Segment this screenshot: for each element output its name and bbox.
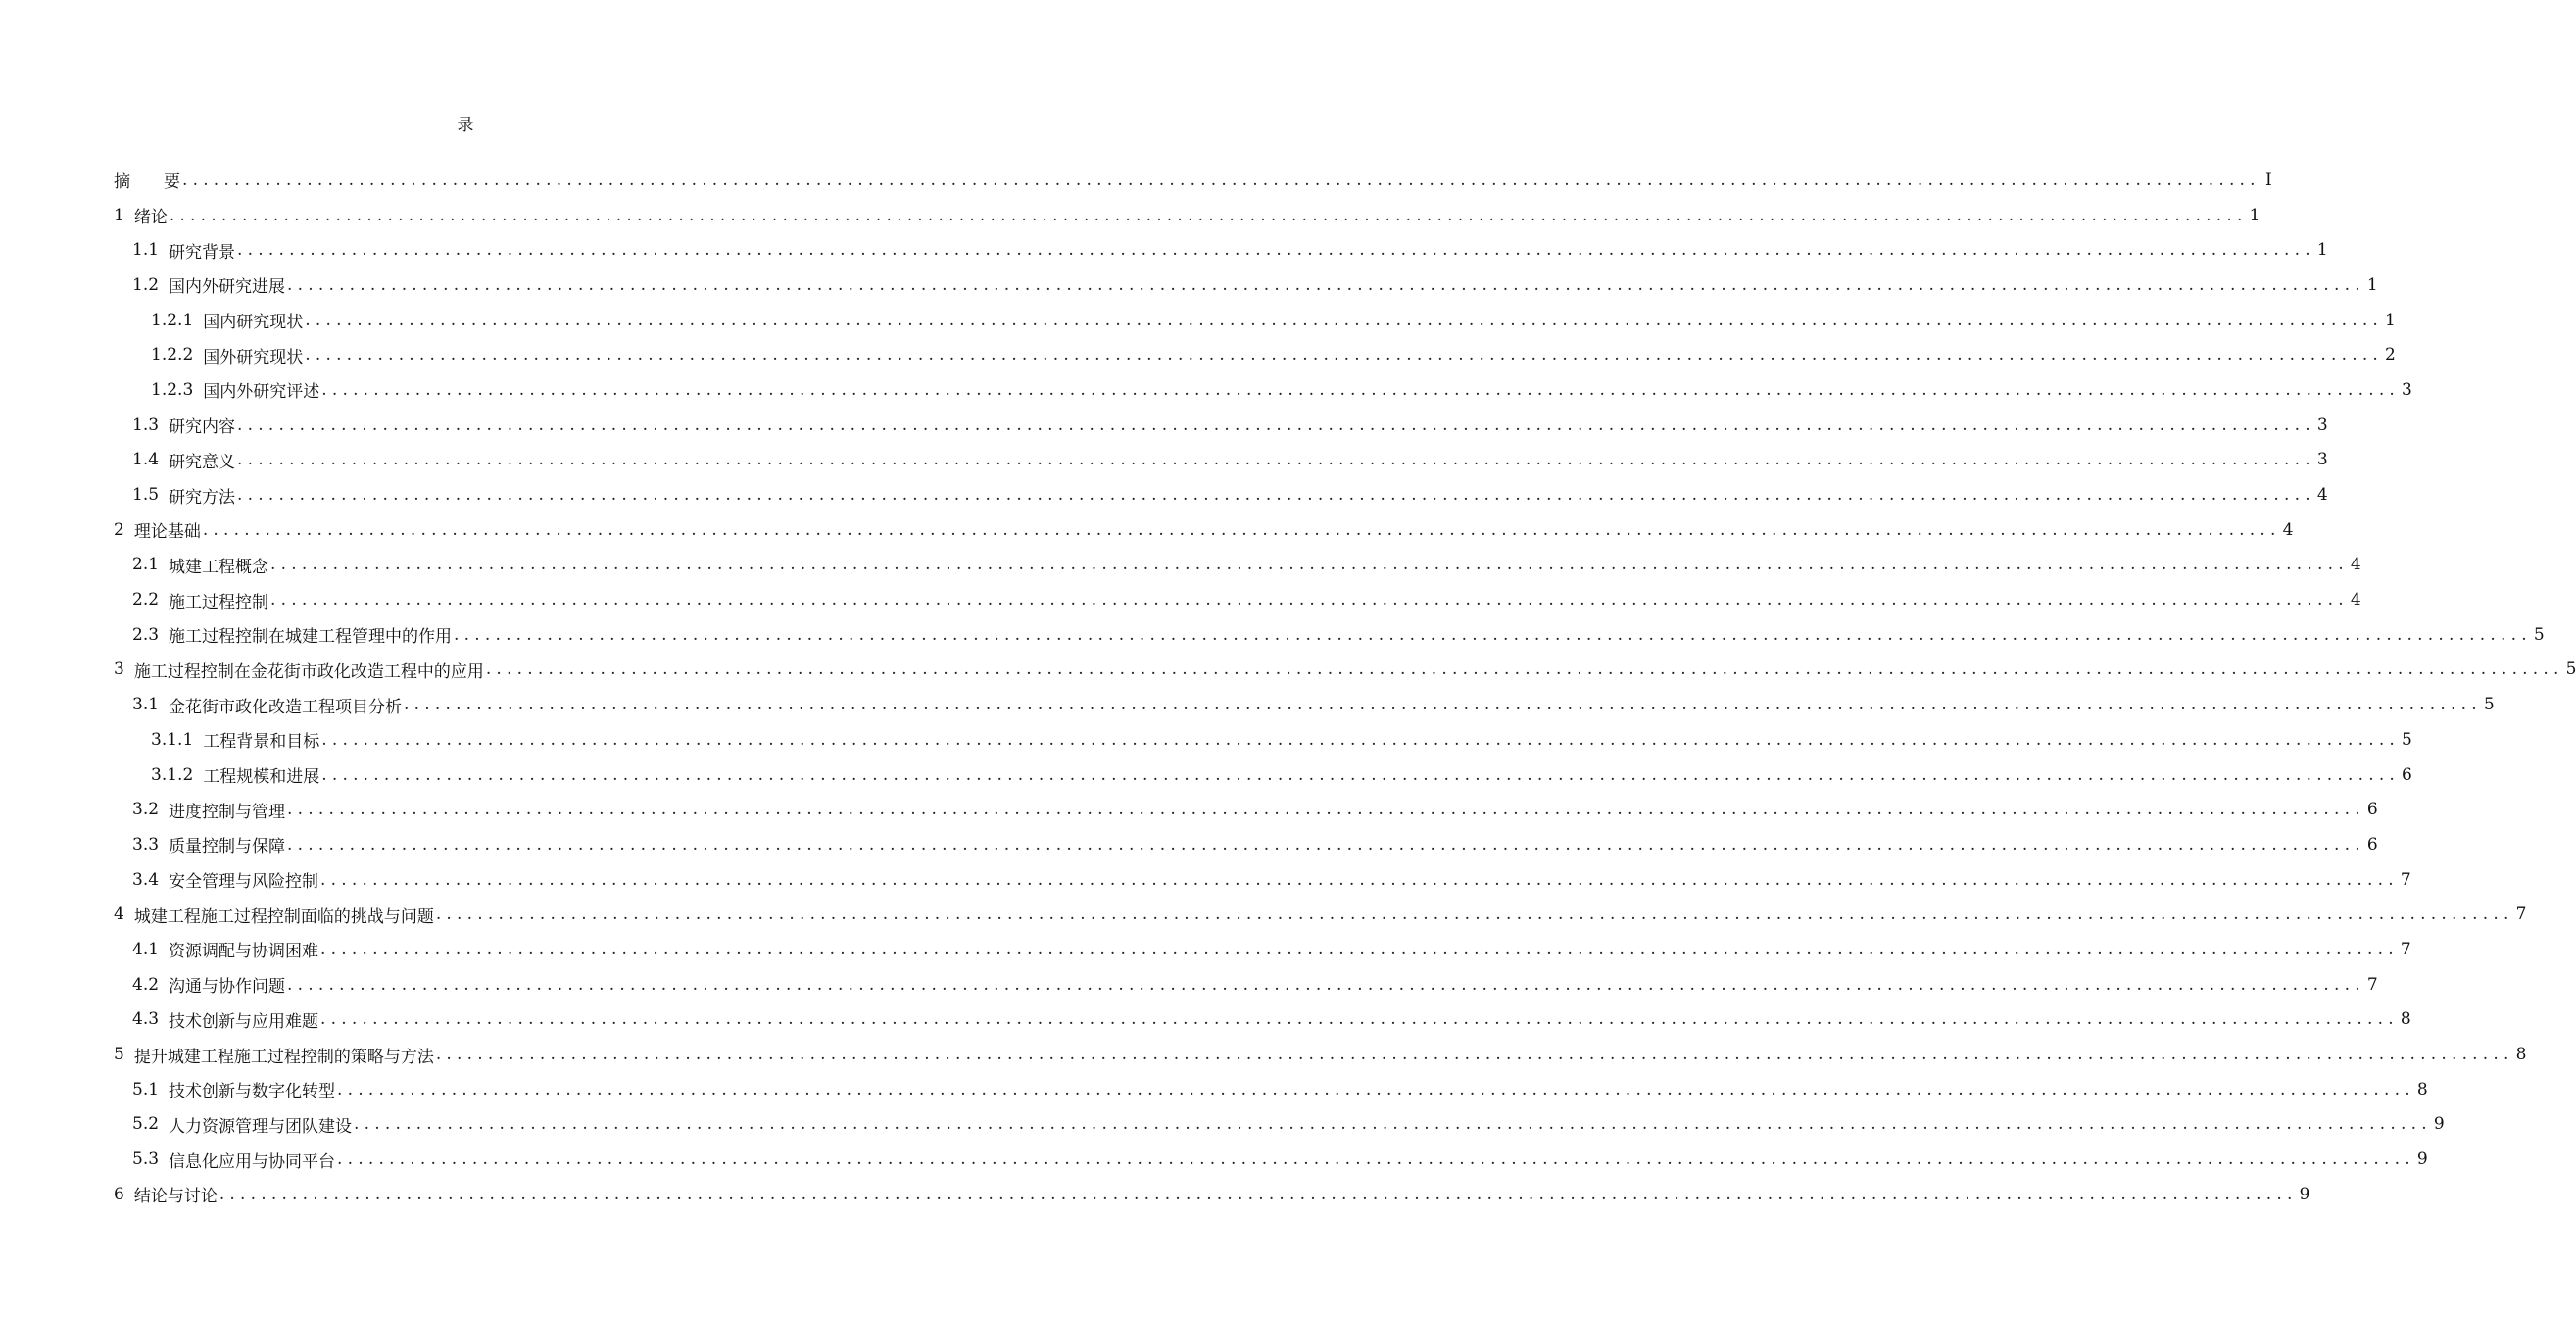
toc-entry[interactable]: [114, 653, 2576, 688]
toc-entry-page-number: 5: [2483, 695, 2495, 715]
toc-entry-number: 3: [114, 659, 124, 680]
toc-entry-page-number: 6: [2402, 764, 2412, 785]
toc-entry-number: 1.2.2: [151, 345, 194, 366]
toc-entry-page-number: 6: [2366, 800, 2378, 820]
toc-entry-title: 金花街市政化改造工程项目分析: [169, 697, 403, 717]
toc-entry-page-number: 8: [2400, 1009, 2411, 1030]
toc-entry[interactable]: [114, 337, 2396, 372]
toc-entry[interactable]: [114, 548, 2361, 583]
toc-entry-title: 研究意义: [169, 452, 236, 472]
toc-entry-title: 研究背景: [169, 242, 236, 263]
toc-dot-leader: ........................................................................................................................................................................................................: [321, 729, 2401, 750]
toc-entry-number: 2.1: [132, 555, 160, 575]
toc-entry[interactable]: [114, 1072, 2428, 1107]
toc-entry-page-number: 4: [2282, 519, 2294, 540]
toc-dot-leader: ........................................................................................................................................................................................................: [287, 800, 2365, 820]
toc-list: [114, 163, 2576, 1212]
toc-entry-title: 绪论: [133, 208, 168, 228]
toc-entry-page-number: 7: [2400, 939, 2411, 959]
toc-entry[interactable]: [114, 792, 2378, 827]
toc-entry[interactable]: [114, 198, 2260, 233]
toc-dot-leader: ........................................................................................................................................................................................................: [485, 659, 2564, 680]
toc-entry-title: 结论与讨论: [133, 1187, 218, 1207]
toc-entry-title: 安全管理与风险控制: [169, 872, 319, 893]
toc-entry[interactable]: [114, 1002, 2411, 1038]
toc-entry-title: 信息化应用与协同平台: [169, 1151, 336, 1172]
toc-entry-number: 1.5: [132, 485, 160, 506]
toc-entry-title: 国内外研究评述: [203, 382, 320, 403]
toc-dot-leader: ........................................................................................................................................................................................................: [237, 485, 2315, 506]
toc-entry-title: 提升城建工程施工过程控制的策略与方法: [133, 1047, 434, 1067]
toc-entry[interactable]: [114, 1037, 2527, 1072]
toc-title: 录: [457, 116, 474, 135]
toc-entry-title: 技术创新与应用难题: [169, 1011, 319, 1032]
toc-entry-number: 3.2: [132, 800, 160, 820]
toc-entry-title: 资源调配与协调困难: [169, 942, 319, 962]
toc-entry-page-number: 3: [2316, 450, 2328, 470]
toc-entry[interactable]: [114, 303, 2396, 338]
toc-dot-leader: ........................................................................................................................................................................................................: [287, 834, 2365, 854]
toc-entry-title: 研究方法: [169, 487, 236, 508]
toc-entry-number: 6: [114, 1184, 124, 1204]
toc-entry-page-number: 1: [2249, 205, 2260, 225]
toc-entry-page-number: 4: [2350, 590, 2361, 610]
toc-entry-title: 施工过程控制在城建工程管理中的作用: [169, 627, 453, 648]
toc-entry[interactable]: [114, 827, 2378, 862]
toc-entry-page-number: 9: [2433, 1114, 2445, 1135]
toc-entry[interactable]: [114, 163, 2272, 198]
toc-entry-page-number: 5: [2565, 659, 2576, 680]
toc-entry[interactable]: [114, 617, 2545, 653]
toc-entry-number: 1.2: [132, 274, 160, 295]
toc-entry-page-number: 8: [2416, 1079, 2428, 1099]
toc-entry-page-number: 7: [2400, 869, 2411, 890]
toc-dot-leader: ........................................................................................................................................................................................................: [182, 170, 2260, 190]
toc-dot-leader: ........................................................................................................................................................................................................: [287, 974, 2365, 995]
toc-entry-title: 国内研究现状: [203, 313, 304, 333]
toc-entry-page-number: 3: [2316, 415, 2328, 435]
toc-entry-page-number: I: [2265, 170, 2272, 190]
toc-entry[interactable]: [114, 722, 2412, 757]
toc-entry-number: 5.3: [132, 1149, 160, 1170]
toc-dot-leader: ........................................................................................................................................................................................................: [287, 274, 2365, 295]
toc-dot-leader: ........................................................................................................................................................................................................: [337, 1149, 2415, 1170]
toc-entry-number: 4.1: [132, 939, 160, 959]
toc-entry-number: 5.1: [132, 1079, 160, 1099]
toc-entry-number: 1.1: [132, 240, 160, 261]
toc-entry-title: 国内外研究进展: [169, 277, 286, 298]
toc-entry[interactable]: [114, 932, 2411, 967]
toc-entry[interactable]: [114, 687, 2495, 722]
toc-dot-leader: ........................................................................................................................................................................................................: [169, 205, 2248, 225]
toc-dot-leader: ........................................................................................................................................................................................................: [435, 904, 2514, 925]
toc-entry[interactable]: [114, 582, 2361, 617]
toc-dot-leader: ........................................................................................................................................................................................................: [321, 764, 2401, 785]
toc-entry-page-number: 9: [2416, 1149, 2428, 1170]
toc-entry-number: 1.3: [132, 415, 160, 435]
toc-entry-number: 2.2: [132, 590, 160, 610]
toc-entry-page-number: 5: [2402, 729, 2412, 750]
toc-entry-number: 3.1.1: [151, 729, 194, 750]
toc-entry-title: 质量控制与保障: [169, 837, 286, 857]
toc-dot-leader: ........................................................................................................................................................................................................: [237, 240, 2315, 261]
toc-entry-page-number: 2: [2385, 345, 2396, 366]
toc-dot-leader: ........................................................................................................................................................................................................: [237, 415, 2315, 435]
toc-entry-title: 进度控制与管理: [169, 802, 286, 822]
toc-entry-title: 人力资源管理与团队建设: [169, 1116, 353, 1137]
toc-entry[interactable]: [114, 1107, 2445, 1143]
toc-entry-number: 1.2.3: [151, 379, 194, 400]
toc-entry[interactable]: [114, 862, 2411, 898]
toc-dot-leader: ........................................................................................................................................................................................................: [305, 345, 2384, 366]
toc-dot-leader: ........................................................................................................................................................................................................: [320, 869, 2399, 890]
toc-entry-title: 施工过程控制在金花街市政化改造工程中的应用: [133, 661, 484, 682]
toc-dot-leader: ........................................................................................................................................................................................................: [320, 939, 2399, 959]
toc-entry[interactable]: [114, 268, 2378, 303]
toc-entry-page-number: 1: [2316, 240, 2328, 261]
toc-entry[interactable]: [114, 757, 2412, 793]
toc-dot-leader: ........................................................................................................................................................................................................: [237, 450, 2315, 470]
toc-entry-number: 3.1: [132, 695, 160, 715]
toc-dot-leader: ........................................................................................................................................................................................................: [435, 1045, 2514, 1065]
toc-entry[interactable]: [114, 408, 2328, 443]
toc-entry-title: 城建工程施工过程控制面临的挑战与问题: [133, 906, 434, 927]
toc-entry-title: 沟通与协作问题: [169, 977, 286, 998]
toc-dot-leader: ........................................................................................................................................................................................................: [270, 555, 2349, 575]
toc-entry-number: 3.3: [132, 834, 160, 854]
toc-entry-number: 1.4: [132, 450, 160, 470]
toc-entry-title: 城建工程概念: [169, 557, 269, 577]
toc-entry-page-number: 9: [2299, 1184, 2310, 1204]
toc-entry-number: 4: [114, 904, 124, 925]
toc-dot-leader: ........................................................................................................................................................................................................: [305, 310, 2384, 330]
toc-entry-page-number: 6: [2366, 834, 2378, 854]
toc-entry-number: 4.2: [132, 974, 160, 995]
toc-entry-number: 2.3: [132, 624, 160, 645]
toc-entry-title: 施工过程控制: [169, 592, 269, 612]
toc-entry-number: 1.2.1: [151, 310, 194, 330]
toc-entry-number: 5.2: [132, 1114, 160, 1135]
toc-entry-page-number: 1: [2366, 274, 2378, 295]
toc-entry-page-number: 5: [2533, 624, 2545, 645]
toc-entry-title: 工程规模和进展: [203, 767, 320, 788]
toc-entry[interactable]: [114, 232, 2328, 268]
toc-entry-title: 工程背景和目标: [203, 732, 320, 753]
toc-entry[interactable]: [114, 1177, 2310, 1212]
toc-dot-leader: ........................................................................................................................................................................................................: [454, 624, 2532, 645]
toc-entry-page-number: 4: [2350, 555, 2361, 575]
toc-dot-leader: ........................................................................................................................................................................................................: [219, 1184, 2298, 1204]
toc-dot-leader: ........................................................................................................................................................................................................: [320, 1009, 2399, 1030]
toc-entry-number: 1: [114, 205, 124, 225]
toc-entry-number: 3.1.2: [151, 764, 194, 785]
toc-dot-leader: ........................................................................................................................................................................................................: [270, 590, 2349, 610]
toc-entry-number: 4.3: [132, 1009, 160, 1030]
toc-entry-number: 5: [114, 1045, 124, 1065]
toc-entry[interactable]: [114, 443, 2328, 478]
toc-entry-title: 国外研究现状: [203, 347, 304, 367]
toc-dot-leader: ........................................................................................................................................................................................................: [321, 379, 2401, 400]
toc-entry[interactable]: [114, 372, 2412, 408]
toc-entry-number: 2: [114, 519, 124, 540]
toc-entry-number: 3.4: [132, 869, 160, 890]
toc-entry-page-number: 1: [2385, 310, 2396, 330]
toc-entry-title: 研究内容: [169, 417, 236, 438]
toc-entry-title: 技术创新与数字化转型: [169, 1082, 336, 1102]
toc-entry[interactable]: [114, 512, 2294, 548]
toc-entry[interactable]: [114, 477, 2328, 512]
toc-entry[interactable]: [114, 897, 2527, 932]
toc-entry-page-number: 3: [2402, 379, 2412, 400]
toc-entry-page-number: 8: [2515, 1045, 2527, 1065]
toc-entry-page-number: 7: [2515, 904, 2527, 925]
toc-dot-leader: ........................................................................................................................................................................................................: [337, 1079, 2415, 1099]
toc-entry-page-number: 4: [2316, 485, 2328, 506]
toc-entry-page-number: 7: [2366, 974, 2378, 995]
toc-dot-leader: ........................................................................................................................................................................................................: [354, 1114, 2432, 1135]
toc-dot-leader: ........................................................................................................................................................................................................: [404, 695, 2482, 715]
toc-entry[interactable]: [114, 1142, 2428, 1177]
toc-dot-leader: ........................................................................................................................................................................................................: [202, 519, 2281, 540]
toc-entry[interactable]: [114, 967, 2378, 1002]
toc-entry-title: 理论基础: [133, 522, 201, 543]
toc-entry-title: 摘 要: [114, 172, 180, 193]
